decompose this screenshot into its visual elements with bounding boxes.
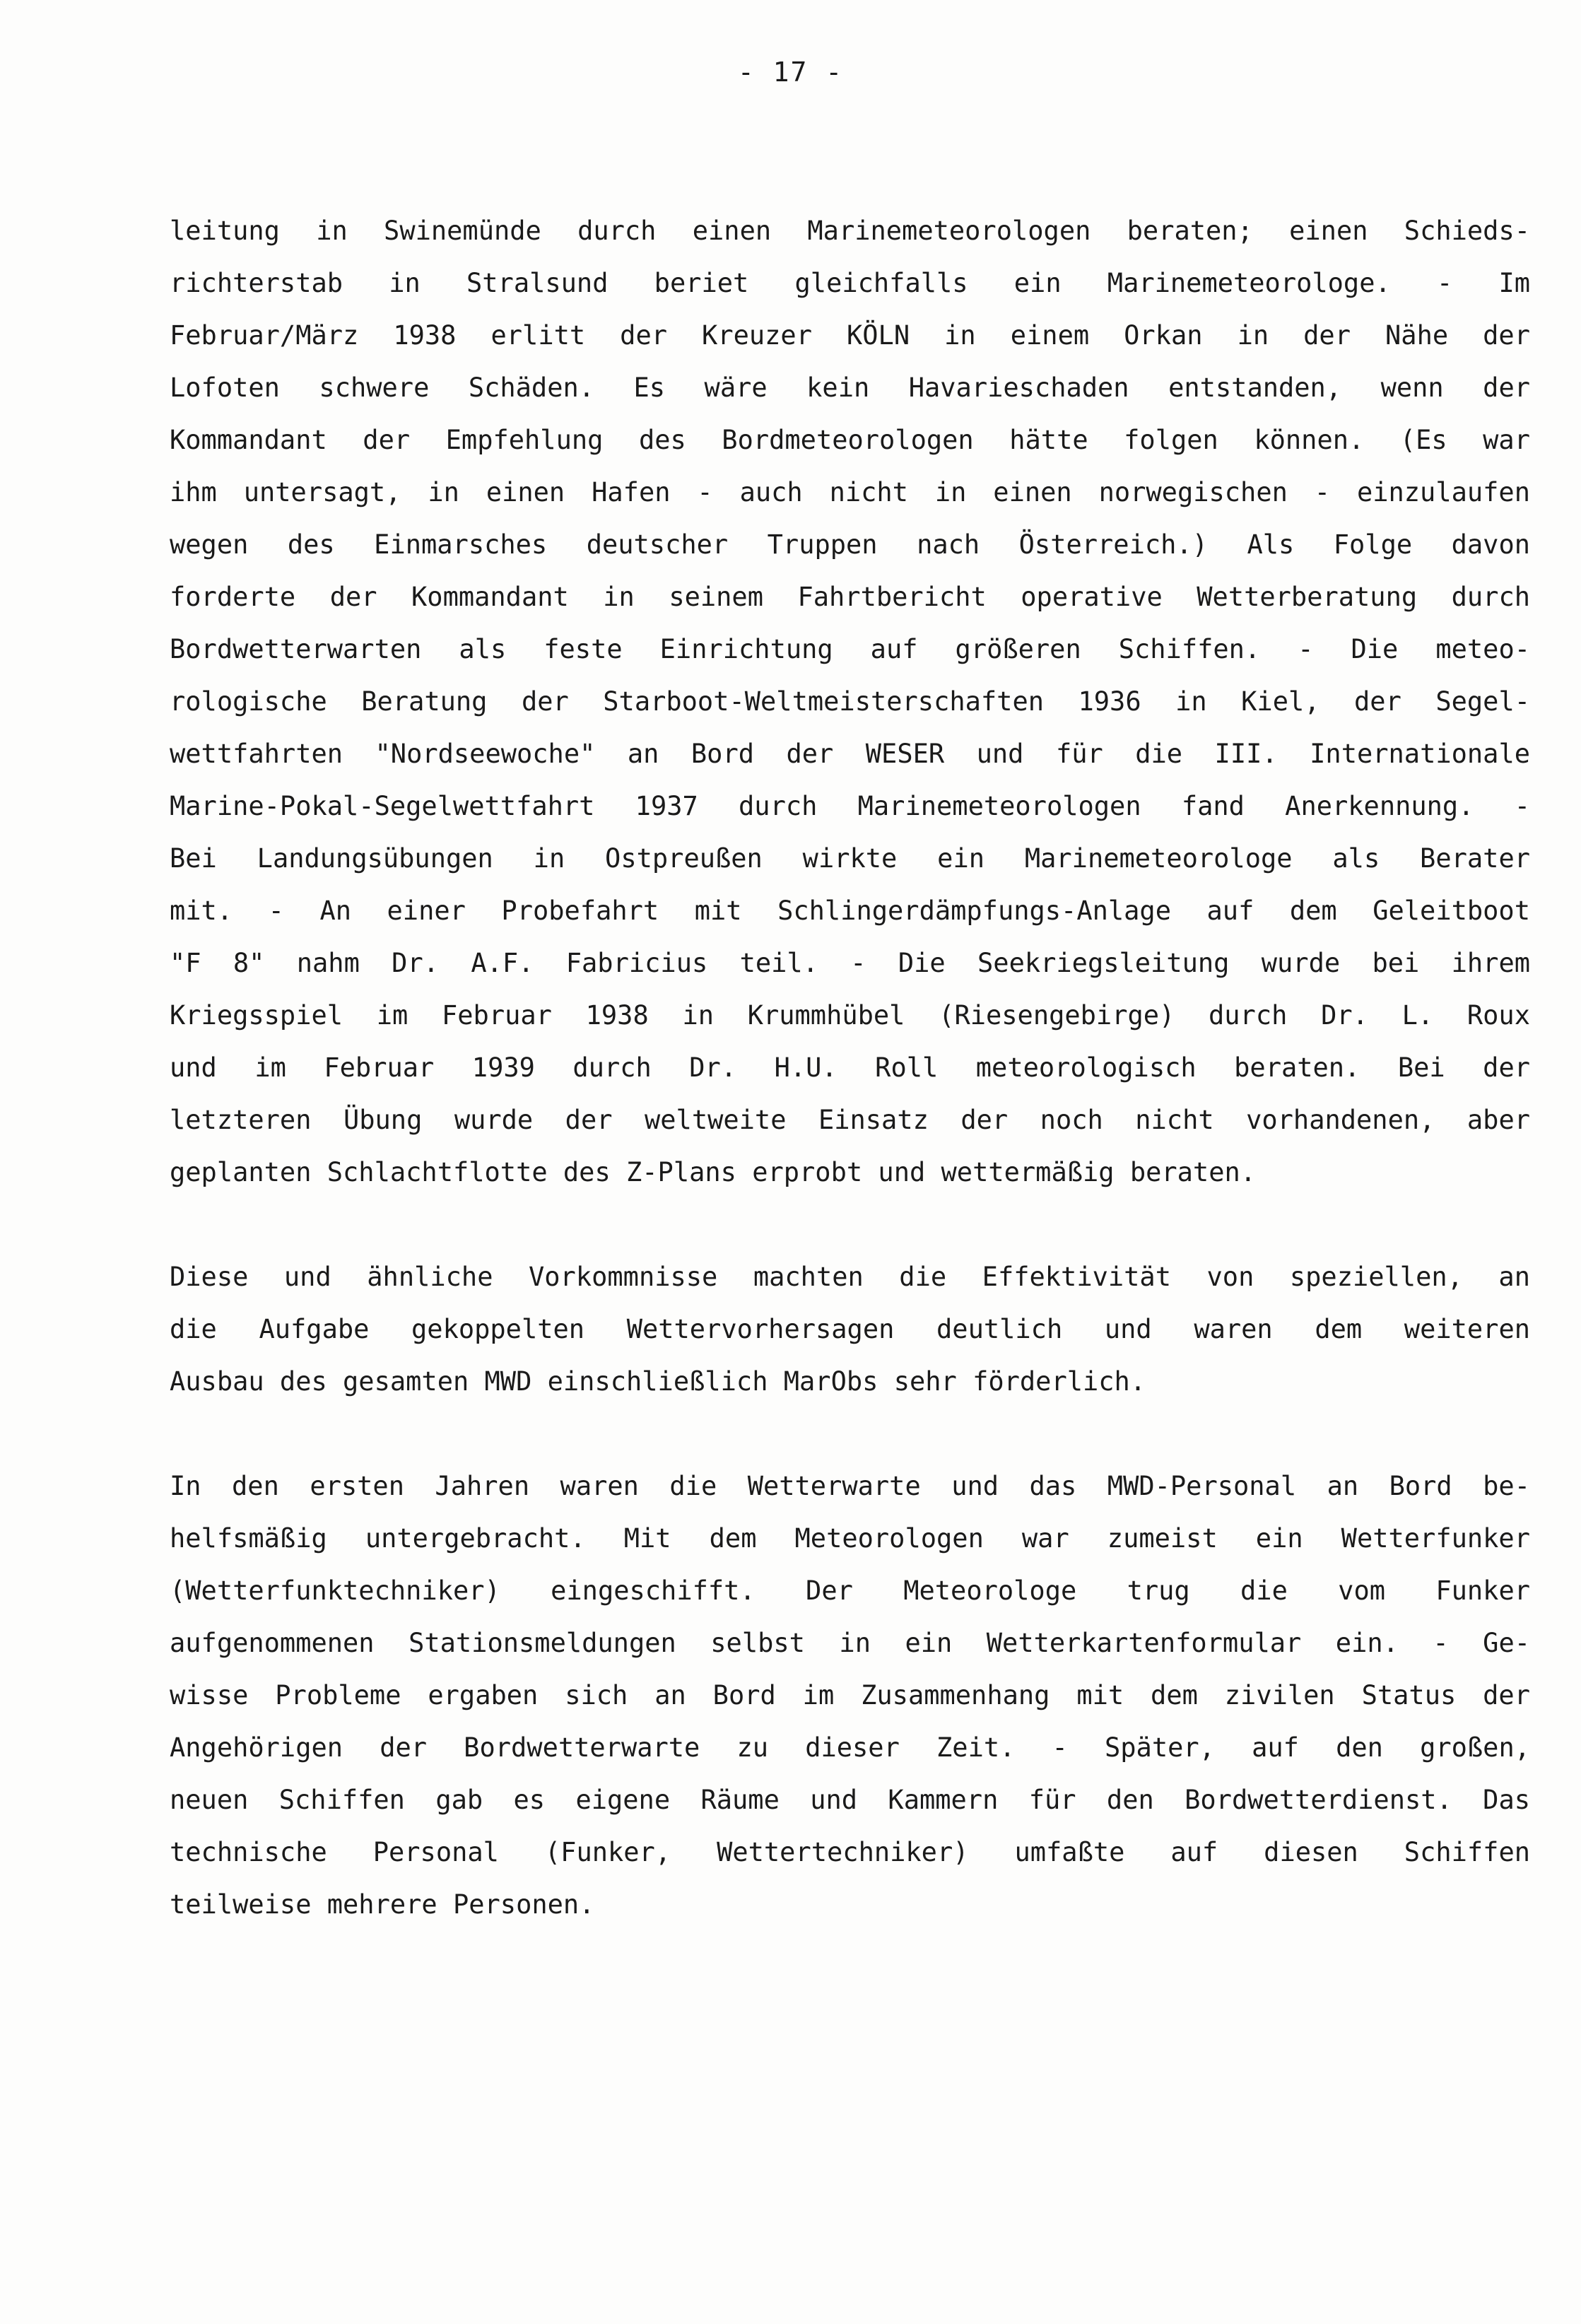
text-line: richterstab in Stralsund beriet gleichfalls ein Marinemeteorologe. - Im bbox=[170, 268, 1530, 298]
text-line: wegen des Einmarsches deutscher Truppen nach Österreich.) Als Folge davon bbox=[170, 529, 1530, 560]
body-text bbox=[170, 205, 1530, 1931]
text-line: Diese und ähnliche Vorkommnisse machten die Effektivität von speziellen, an bbox=[170, 1262, 1530, 1292]
text-line: technische Personal (Funker, Wettertechniker) umfaßte auf diesen Schiffen bbox=[170, 1837, 1530, 1867]
text-line: geplanten Schlachtflotte des Z-Plans erprobt und wettermäßig beraten. bbox=[170, 1157, 1257, 1187]
text-line: Marine-Pokal-Segelwettfahrt 1937 durch Marinemeteorologen fand Anerkennung. - bbox=[170, 791, 1530, 821]
text-line: wisse Probleme ergaben sich an Bord im Zusammenhang mit dem zivilen Status der bbox=[170, 1680, 1530, 1710]
text-line: wettfahrten "Nordseewoche" an Bord der WESER und für die III. Internationale bbox=[170, 739, 1530, 769]
text-line: rologische Beratung der Starboot-Weltmeisterschaften 1936 in Kiel, der Segel- bbox=[170, 686, 1530, 717]
paragraph-3 bbox=[170, 1460, 1530, 1931]
paragraph-gap bbox=[170, 1199, 1530, 1251]
text-line: und im Februar 1939 durch Dr. H.U. Roll meteorologisch beraten. Bei der bbox=[170, 1052, 1530, 1083]
paragraph-2 bbox=[170, 1251, 1530, 1408]
text-line: (Wetterfunktechniker) eingeschifft. Der Meteorologe trug die vom Funker bbox=[170, 1575, 1530, 1606]
text-line: aufgenommenen Stationsmeldungen selbst in ein Wetterkartenformular ein. - Ge- bbox=[170, 1628, 1530, 1658]
text-line: letzteren Übung wurde der weltweite Einsatz der noch nicht vorhandenen, aber bbox=[170, 1105, 1530, 1135]
text-line: Kommandant der Empfehlung des Bordmeteorologen hätte folgen können. (Es war bbox=[170, 425, 1530, 455]
text-line: forderte der Kommandant in seinem Fahrtbericht operative Wetterberatung durch bbox=[170, 582, 1530, 612]
text-line: In den ersten Jahren waren die Wetterwarte und das MWD-Personal an Bord be- bbox=[170, 1471, 1530, 1501]
text-line: Kriegsspiel im Februar 1938 in Krummhübel (Riesengebirge) durch Dr. L. Roux bbox=[170, 1000, 1530, 1031]
text-line: Februar/März 1938 erlitt der Kreuzer KÖLN in einem Orkan in der Nähe der bbox=[170, 320, 1530, 351]
text-line: Ausbau des gesamten MWD einschließlich MarObs sehr förderlich. bbox=[170, 1366, 1146, 1397]
text-line: ihm untersagt, in einen Hafen - auch nicht in einen norwegischen - einzulaufen bbox=[170, 477, 1530, 507]
paragraph-gap bbox=[170, 1408, 1530, 1460]
text-line: teilweise mehrere Personen. bbox=[170, 1889, 595, 1920]
text-line: helfsmäßig untergebracht. Mit dem Meteorologen war zumeist ein Wetterfunker bbox=[170, 1523, 1530, 1554]
text-line: Bordwetterwarten als feste Einrichtung auf größeren Schiffen. - Die meteo- bbox=[170, 634, 1530, 664]
text-line: leitung in Swinemünde durch einen Marinemeteorologen beraten; einen Schieds- bbox=[170, 216, 1530, 246]
text-line: neuen Schiffen gab es eigene Räume und Kammern für den Bordwetterdienst. Das bbox=[170, 1785, 1530, 1815]
paragraph-1 bbox=[170, 205, 1530, 1199]
text-line: Angehörigen der Bordwetterwarte zu dieser Zeit. - Später, auf den großen, bbox=[170, 1732, 1530, 1763]
text-line: Lofoten schwere Schäden. Es wäre kein Havarieschaden entstanden, wenn der bbox=[170, 372, 1530, 403]
text-line: Bei Landungsübungen in Ostpreußen wirkte ein Marinemeteorologe als Berater bbox=[170, 843, 1530, 874]
text-line: die Aufgabe gekoppelten Wettervorhersagen deutlich und waren dem weiteren bbox=[170, 1314, 1530, 1344]
page-number: - 17 - bbox=[737, 57, 844, 88]
text-line: mit. - An einer Probefahrt mit Schlingerdämpfungs-Anlage auf dem Geleitboot bbox=[170, 896, 1530, 926]
text-line: "F 8" nahm Dr. A.F. Fabricius teil. - Die Seekriegsleitung wurde bei ihrem bbox=[170, 948, 1530, 978]
